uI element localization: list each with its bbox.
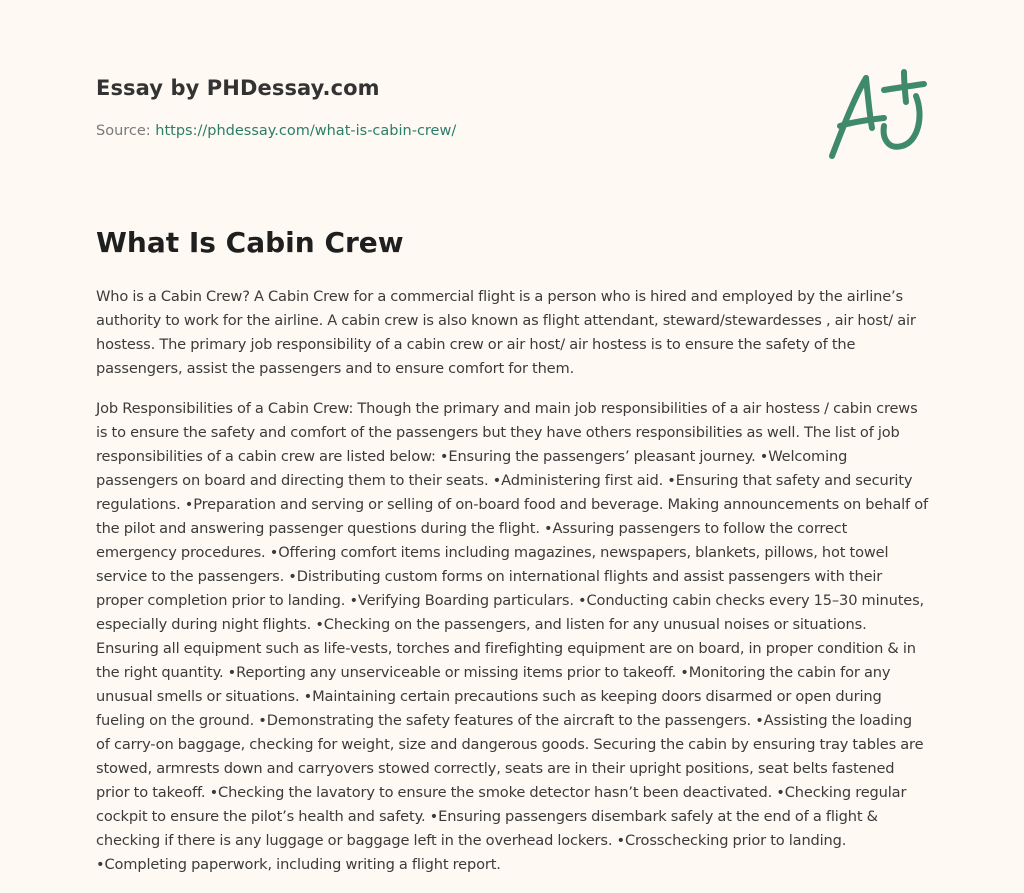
essay-paragraph-2: Job Responsibilities of a Cabin Crew: Though the primary and main job responsibilities of a air hostess / cabin crews is to ensure the safety and comfort of the passengers but they have others responsibilities as well. The list of job responsibilities of a cabin crew are listed below: •Ensuring the passengers’ pleasant journey. •Welcoming passengers on board and directing them to their seats. •Administering first aid. •Ensuring that safety and security regulations. •Preparation and serving or selling of on-board food and beverage. Making announcements on behalf of the pilot and answering passenger questions during the flight. •Assuring passengers to follow the correct emergency procedures. •Offering comfort items including magazines, newspapers, blankets, pillows, hot towel service to the passengers. •Distributing custom forms on international flights and assist passengers with their proper completion prior to landing. •Verifying Boarding particulars. •Conducting cabin checks every 15–30 minutes, especially during night flights. •Checking on the passengers, and listen for any unusual noises or situations. Ensuring all equipment such as life-vests, torches and firefighting equipment are on board, in proper condition & in the right quantity. •Reporting any unserviceable or missing items prior to takeoff. •Monitoring the cabin for any unusual smells or situations. •Maintaining certain precautions such as keeping doors disarmed or open during fueling on the ground. •Demonstrating the safety features of the aircraft to the passengers. •Assisting the loading of carry-on baggage, checking for weight, size and dangerous goods. Securing the cabin by ensuring tray tables are stowed, armrests down and carryovers stowed correctly, seats are in their upright positions, seat belts fastened prior to takeoff. •Checking the lavatory to ensure the smoke detector hasn’t been deactivated. •Checking regular cockpit to ensure the pilot’s health and safety. •Ensuring passengers disembark safely at the end of a flight & checking if there is any luggage or baggage left in the overhead lockers. •Crosschecking prior to landing. •Completing paperwork, including writing a flight report.	[96, 400, 928, 873]
source-label: Source:	[96, 123, 151, 139]
source-line	[96, 123, 456, 139]
essay-title: What Is Cabin Crew	[96, 226, 404, 259]
essay-body	[96, 285, 928, 893]
a-plus-grade-icon	[822, 68, 932, 164]
site-title: Essay by PHDessay.com	[96, 76, 380, 100]
source-link[interactable]: https://phdessay.com/what-is-cabin-crew/	[155, 123, 457, 139]
essay-paragraph-1: Who is a Cabin Crew? A Cabin Crew for a commercial flight is a person who is hired and employed by the airline’s authority to work for the airline. A cabin crew is also known as flight attendant, steward/stewardesses , air host/ air hostess. The primary job responsibility of a cabin crew or air host/ air hostess is to ensure the safety of the passengers, assist the passengers and to ensure comfort for them.	[96, 288, 916, 377]
